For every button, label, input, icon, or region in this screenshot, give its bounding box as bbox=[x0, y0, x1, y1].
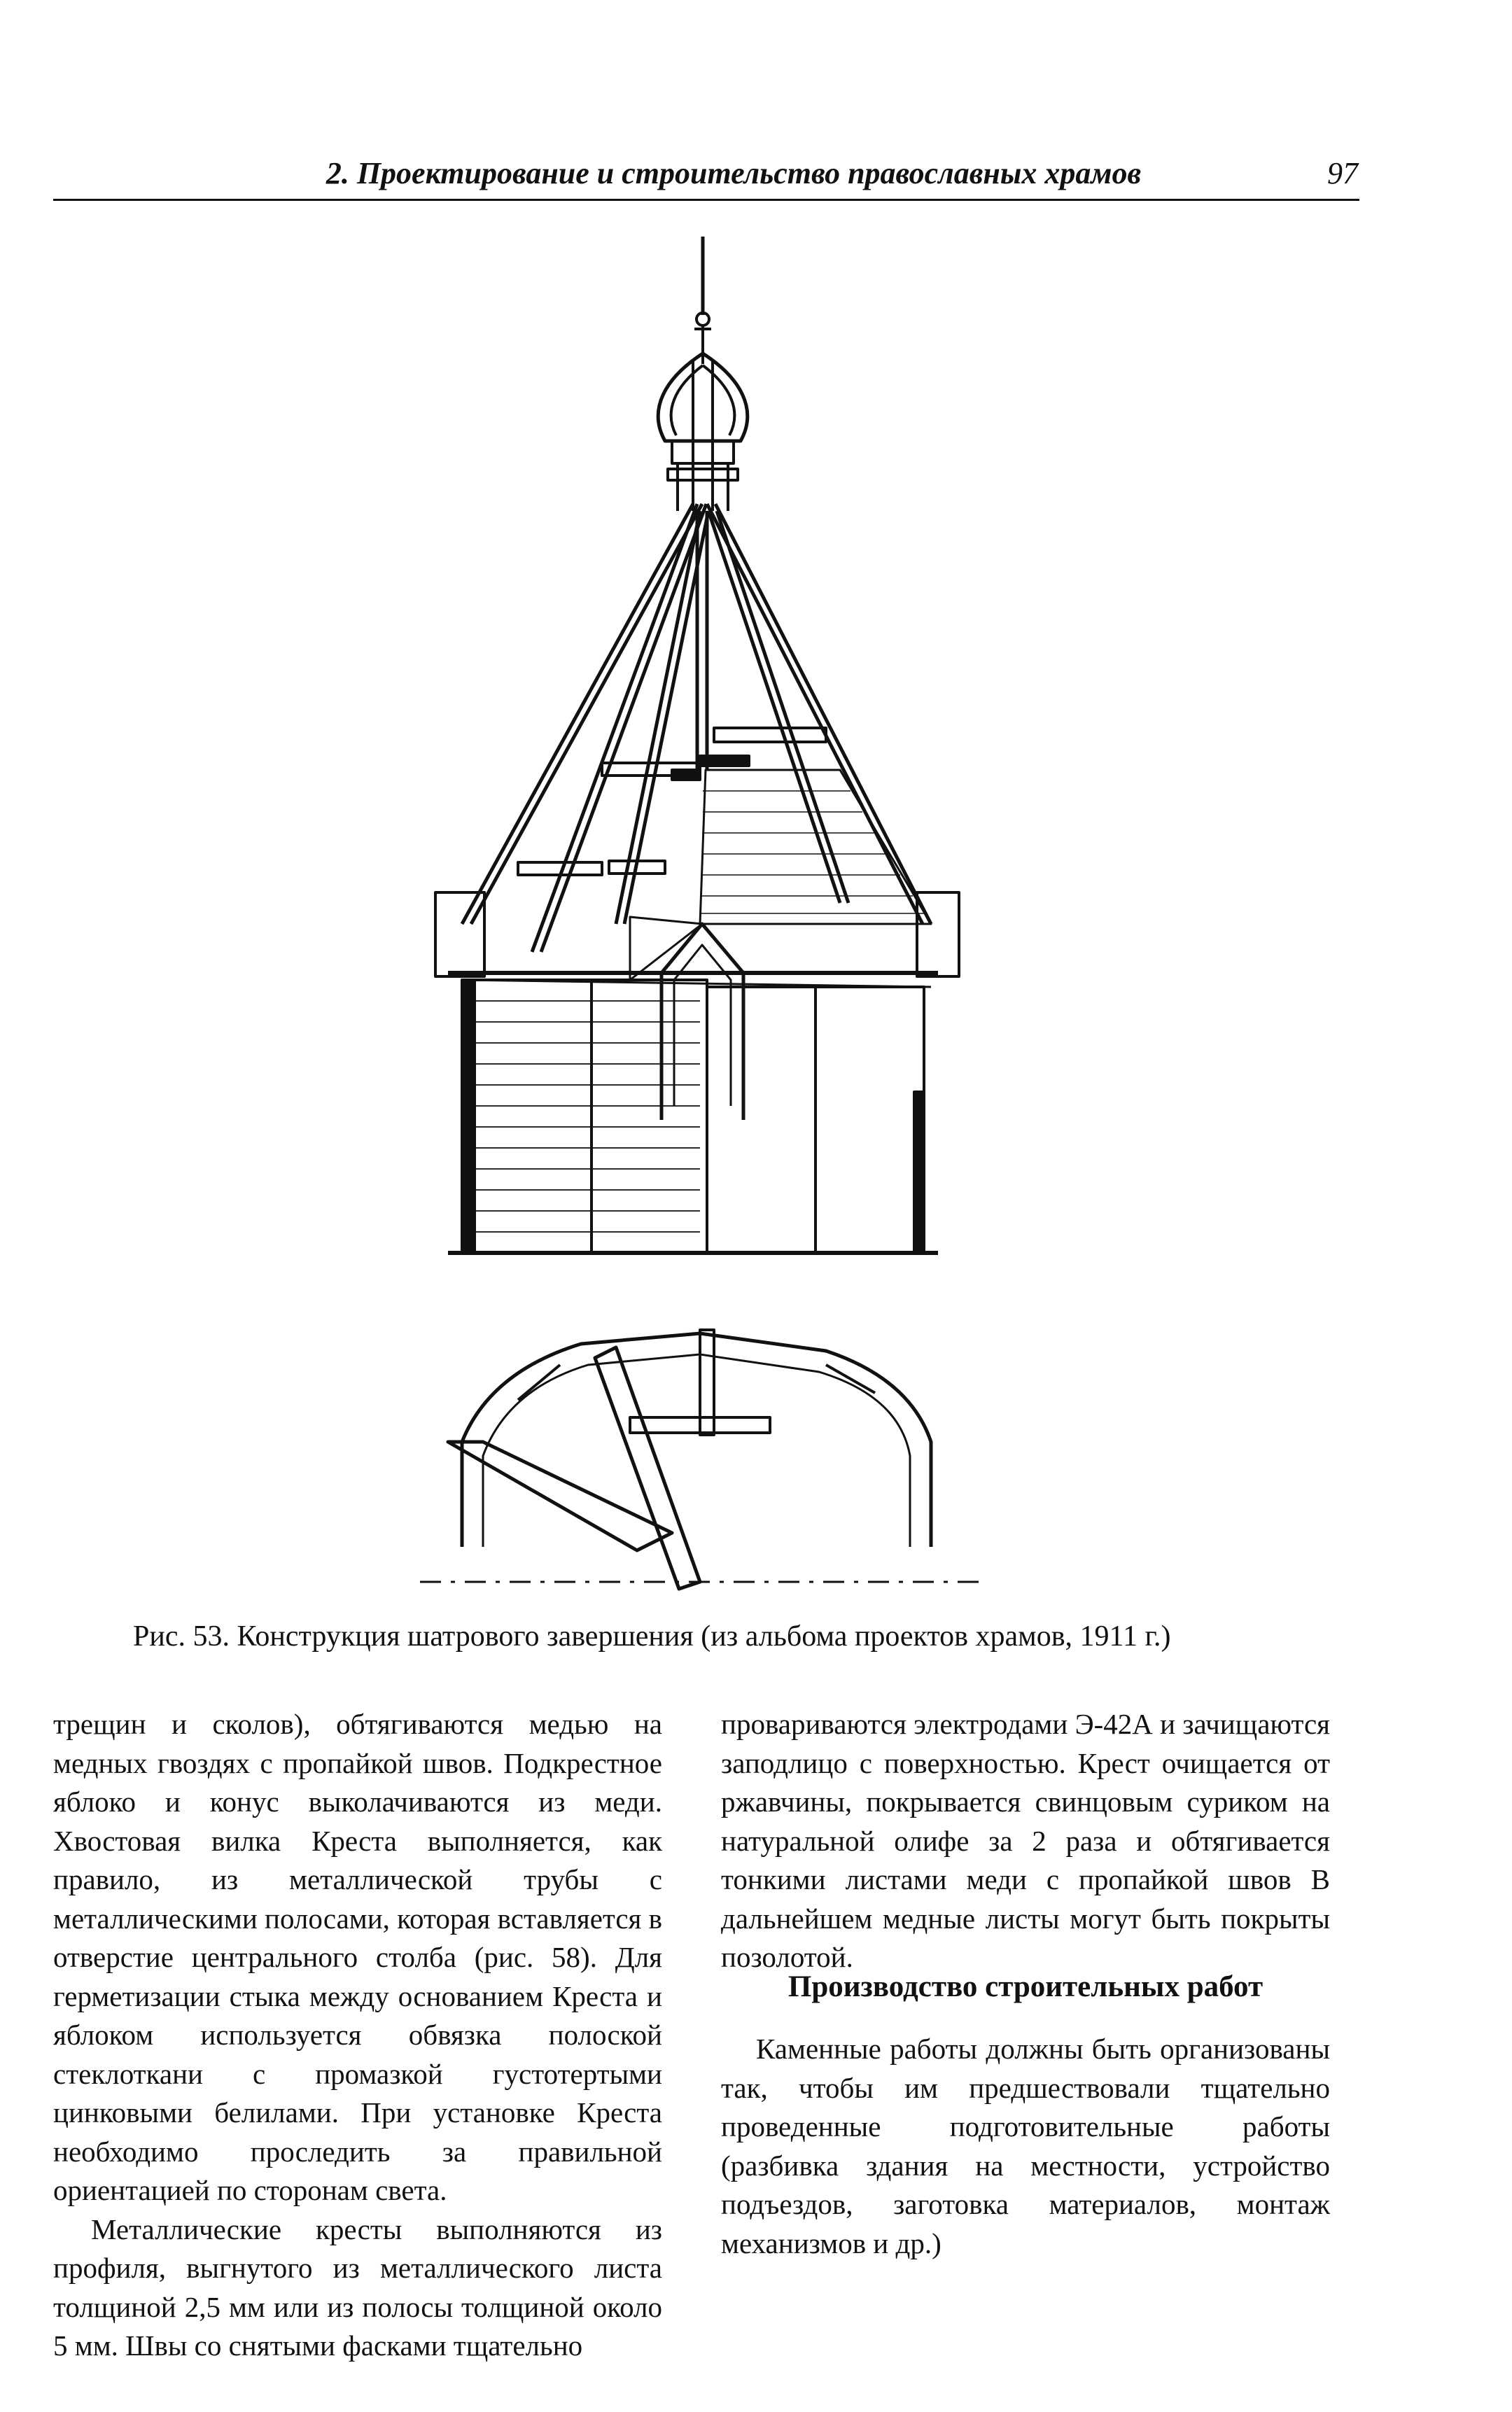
section-body bbox=[721, 2030, 1330, 2263]
elevation-view bbox=[435, 237, 959, 1253]
paragraph: провариваются электродами Э-42А и зачищаются заподлицо с поверхностью. Крест очищается от ржавчины, покрывается свинцовым суриком на натуральной олифе за 2 раза и обтягивается тонкими листами меди с пропайкой швов В дальнейшем медные листы могут быть покрыты позолотой. bbox=[721, 1708, 1330, 1973]
figure-caption: Рис. 53. Конструкция шатрового завершения (из альбома проектов храмов, 1911 г.) bbox=[133, 1620, 1171, 1653]
paragraph: трещин и сколов), обтягиваются медью на медных гвоздях с пропайкой швов. Подкрестное яблоко и конус выколачиваются из меди. Хвостовая вилка Креста выполняется, как правило, из металлической трубы с металлическими полосами, которая вставляется в отверстие центрального столба (рис. 58). Для герметизации стыка между основанием Креста и яблоком используется обвязка полоской стеклоткани с промазкой густотертыми цинковыми белилами. При установке Креста необходимо проследить за правильной ориентацией по сторонам света. bbox=[53, 1708, 663, 2206]
running-header-title: 2. Проектирование и строительство православных храмов bbox=[326, 156, 1142, 190]
right-column bbox=[721, 1705, 1330, 1977]
plan-view bbox=[420, 1330, 980, 1589]
paragraph: Каменные работы должны быть организованы так, чтобы им предшествовали тщательно проведенные подготовительные работы (разбивка здания на местности, устройство подъездов, заготовка материалов, монтаж механизмов и др.) bbox=[721, 2033, 1330, 2259]
page-number: 97 bbox=[1327, 156, 1358, 190]
paragraph: Металлические кресты выполняются из профиля, выгнутого из металлического листа толщиной 2,5 мм или из полосы толщиной около 5 мм. Швы со снятыми фасками тщательно bbox=[53, 2213, 662, 2362]
left-column bbox=[53, 1705, 662, 2366]
section-heading: Производство строительных работ bbox=[788, 1970, 1264, 2003]
